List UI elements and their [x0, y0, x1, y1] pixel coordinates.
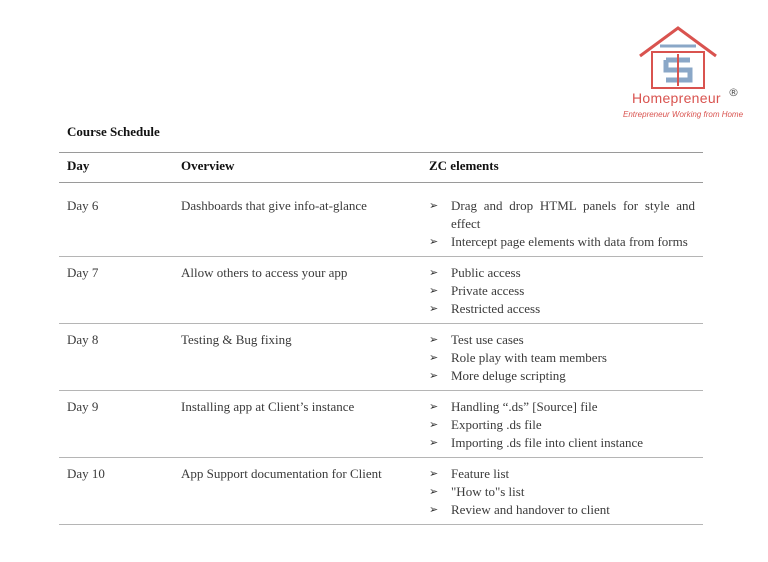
arrowhead-bullet-icon: ➢	[429, 503, 439, 516]
day-cell: Day 10	[59, 458, 173, 525]
homepreneur-logo	[612, 26, 752, 126]
section-heading: Course Schedule	[67, 124, 160, 139]
list-item	[429, 367, 695, 385]
column-header-overview: Overview	[173, 153, 421, 183]
table-row	[59, 257, 703, 324]
house-logo-icon	[636, 26, 720, 90]
table-row	[59, 324, 703, 391]
table-row	[59, 183, 703, 257]
arrowhead-bullet-icon: ➢	[429, 199, 439, 212]
arrowhead-bullet-icon: ➢	[429, 467, 439, 480]
logo-brand-name: Homepreneur	[632, 90, 721, 106]
overview-cell: Allow others to access your app	[173, 257, 421, 324]
overview-cell: App Support documentation for Client	[173, 458, 421, 525]
table-row	[59, 458, 703, 525]
bullet-list	[429, 465, 695, 519]
list-item-text: Private access	[451, 283, 525, 298]
course-schedule-table	[59, 152, 703, 525]
list-item-text: Review and handover to client	[451, 502, 610, 517]
list-item	[429, 233, 695, 251]
arrowhead-bullet-icon: ➢	[429, 333, 439, 346]
overview-cell: Testing & Bug fixing	[173, 324, 421, 391]
zc-elements-cell	[421, 257, 703, 324]
zc-elements-cell	[421, 458, 703, 525]
arrowhead-bullet-icon: ➢	[429, 351, 439, 364]
list-item-text: Intercept page elements with data from forms	[451, 234, 688, 249]
registered-mark: ®	[728, 86, 739, 99]
bullet-list	[429, 331, 695, 385]
zc-elements-cell	[421, 324, 703, 391]
list-item-text: Restricted access	[451, 301, 541, 316]
list-item-text: Feature list	[451, 466, 510, 481]
list-item	[429, 483, 695, 501]
bullet-list	[429, 264, 695, 318]
arrowhead-bullet-icon: ➢	[429, 436, 439, 449]
day-cell: Day 6	[59, 183, 173, 257]
overview-cell: Dashboards that give info-at-glance	[173, 183, 421, 257]
list-item	[429, 349, 695, 367]
arrowhead-bullet-icon: ➢	[429, 302, 439, 315]
arrowhead-bullet-icon: ➢	[429, 400, 439, 413]
list-item	[429, 300, 695, 318]
day-cell: Day 7	[59, 257, 173, 324]
arrowhead-bullet-icon: ➢	[429, 266, 439, 279]
list-item	[429, 331, 695, 349]
arrowhead-bullet-icon: ➢	[429, 235, 439, 248]
list-item-text: Test use cases	[451, 332, 524, 347]
list-item	[429, 465, 695, 483]
list-item-text: Role play with team members	[451, 350, 607, 365]
arrowhead-bullet-icon: ➢	[429, 369, 439, 382]
day-cell: Day 8	[59, 324, 173, 391]
list-item-text: Importing .ds file into client instance	[451, 435, 644, 450]
zc-elements-cell	[421, 391, 703, 458]
list-item	[429, 264, 695, 282]
list-item	[429, 282, 695, 300]
list-item	[429, 501, 695, 519]
column-header-day: Day	[59, 153, 173, 183]
column-header-zc-elements: ZC elements	[421, 153, 703, 183]
day-cell: Day 9	[59, 391, 173, 458]
list-item	[429, 434, 695, 452]
zc-elements-cell	[421, 183, 703, 257]
logo-tagline: Entrepreneur Working from Home	[623, 110, 744, 119]
arrowhead-bullet-icon: ➢	[429, 418, 439, 431]
overview-cell: Installing app at Client’s instance	[173, 391, 421, 458]
list-item	[429, 197, 695, 233]
list-item-text: Public access	[451, 265, 521, 280]
list-item-text: More deluge scripting	[451, 368, 566, 383]
list-item-text: Handling “.ds” [Source] file	[451, 399, 598, 414]
table-header-row	[59, 153, 703, 183]
list-item	[429, 398, 695, 416]
list-item-text: Drag and drop HTML panels for style and effect	[451, 198, 695, 231]
bullet-list	[429, 197, 695, 251]
bullet-list	[429, 398, 695, 452]
arrowhead-bullet-icon: ➢	[429, 284, 439, 297]
list-item	[429, 416, 695, 434]
arrowhead-bullet-icon: ➢	[429, 485, 439, 498]
table-row	[59, 391, 703, 458]
list-item-text: Exporting .ds file	[451, 417, 542, 432]
list-item-text: "How to"s list	[451, 484, 525, 499]
